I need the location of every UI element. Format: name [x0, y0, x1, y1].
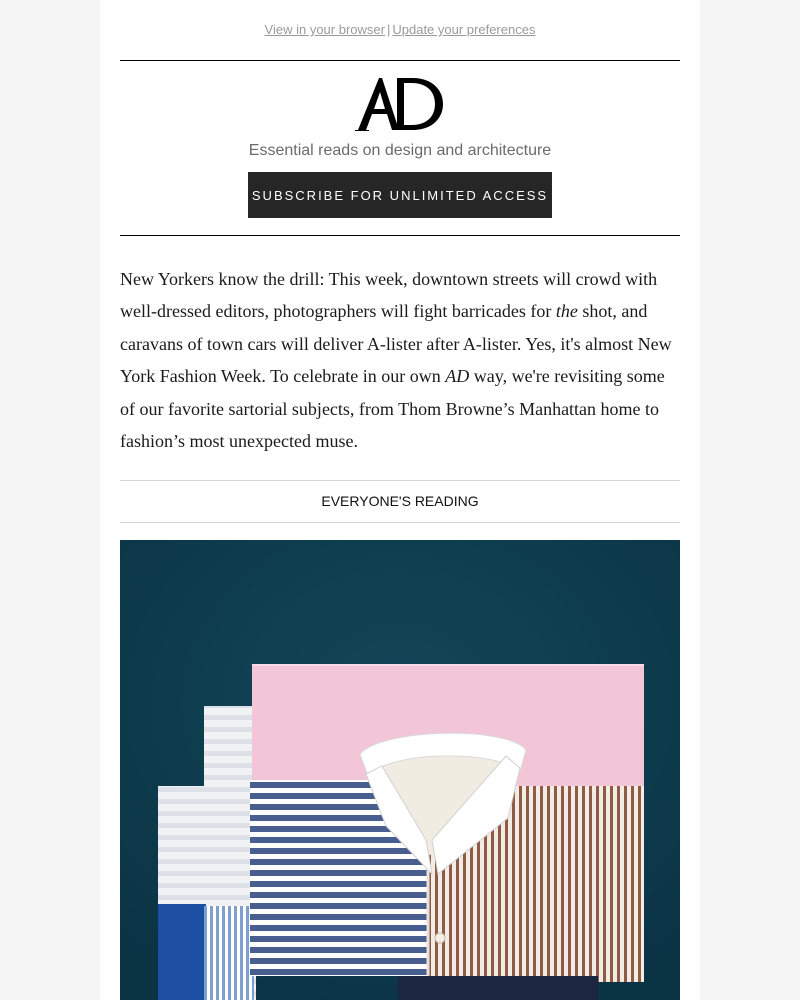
subscribe-button[interactable]: SUBSCRIBE FOR UNLIMITED ACCESS	[248, 172, 552, 218]
header-bottom-divider	[120, 235, 680, 236]
tagline: Essential reads on design and architecture	[248, 142, 552, 159]
folded-shirts-illustration	[120, 540, 680, 1000]
view-in-browser-link[interactable]: View in your browser	[264, 22, 385, 37]
intro-paragraph	[120, 263, 682, 457]
hero-image-folded-shirts[interactable]	[120, 540, 680, 1000]
section-top-divider	[120, 480, 680, 481]
ad-logo-mark	[355, 74, 445, 138]
section-bottom-divider	[120, 522, 680, 523]
email-body	[100, 0, 700, 1000]
update-preferences-link[interactable]: Update your preferences	[392, 22, 536, 37]
intro-text-1: New Yorkers know the drill: This week, downtown streets will crowd with well-dressed editors, photographers will fight barricades for	[120, 269, 658, 322]
preheader	[100, 22, 700, 37]
intro-emphasis-ad: AD	[445, 366, 470, 387]
intro-text-2: shot, and caravans of town cars will deliver A-lister after A-lister. Yes, it's almost New York Fashion Week. To celebrate in our own	[120, 301, 672, 387]
header-top-divider	[120, 60, 680, 61]
ad-logo[interactable]	[100, 74, 700, 138]
preheader-separator: |	[386, 22, 391, 37]
section-title: EVERYONE'S READING	[321, 493, 479, 509]
intro-text-3: way, we're revisiting some of our favorite sartorial subjects, from Thom Browne’s Manhattan home to fashion’s most unexpected muse.	[120, 366, 665, 452]
intro-emphasis-the: the	[555, 301, 578, 322]
